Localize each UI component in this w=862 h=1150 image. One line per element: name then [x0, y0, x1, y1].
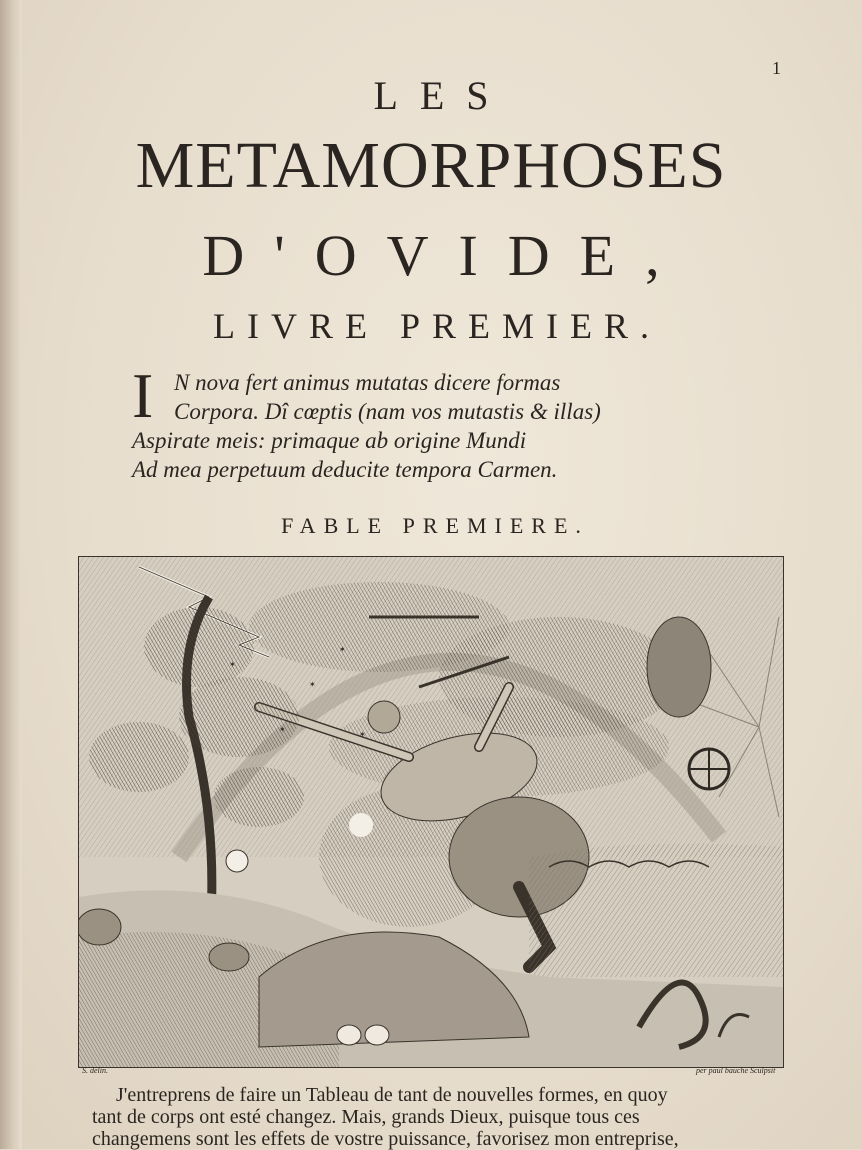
engraving-picture [79, 557, 783, 1067]
title-ovide: D'OVIDE, [202, 223, 690, 288]
engraving-credit-left: S. delin. [82, 1066, 108, 1075]
title-livre-premier: LIVRE PREMIER. [212, 306, 661, 346]
verse-line-3: Aspirate meis: primaque ab origine Mundi [132, 428, 527, 453]
prose-line-2: tant de corps ont esté changez. Mais, grands Dieux, puisque tous ces [92, 1106, 640, 1128]
svg-text:✶: ✶ [279, 725, 286, 734]
page-number: 1 [772, 58, 781, 78]
prose-line-3: changemens sont les effets de vostre puissance, favorisez mon entreprise, [92, 1128, 679, 1150]
title-metamorphoses: METAMORPHOSES [135, 129, 727, 202]
title-les: LES [373, 73, 511, 118]
prose-line-1: J'entreprens de faire un Tableau de tant de nouvelles formes, en quoy [116, 1084, 668, 1106]
french-prose [92, 1084, 772, 1150]
verse-line-4: Ad mea perpetuum deducite tempora Carmen. [132, 457, 558, 482]
verse-line-1: N nova fert animus mutatas dicere formas [174, 370, 561, 395]
svg-text:✶: ✶ [339, 645, 346, 654]
svg-text:✶: ✶ [229, 660, 236, 669]
verse-line-2: Corpora. Dî cœptis (nam vos mutastis & illas) [174, 399, 601, 424]
svg-text:✶: ✶ [309, 680, 316, 689]
engraving-credit-right: per paul bauche Sculpsit [696, 1066, 776, 1075]
svg-text:✶: ✶ [359, 730, 366, 739]
latin-verse [132, 360, 772, 484]
verse-drop-cap: I [132, 360, 154, 431]
fable-heading: FABLE PREMIERE. [281, 513, 589, 538]
engraving-illustration [78, 556, 784, 1068]
